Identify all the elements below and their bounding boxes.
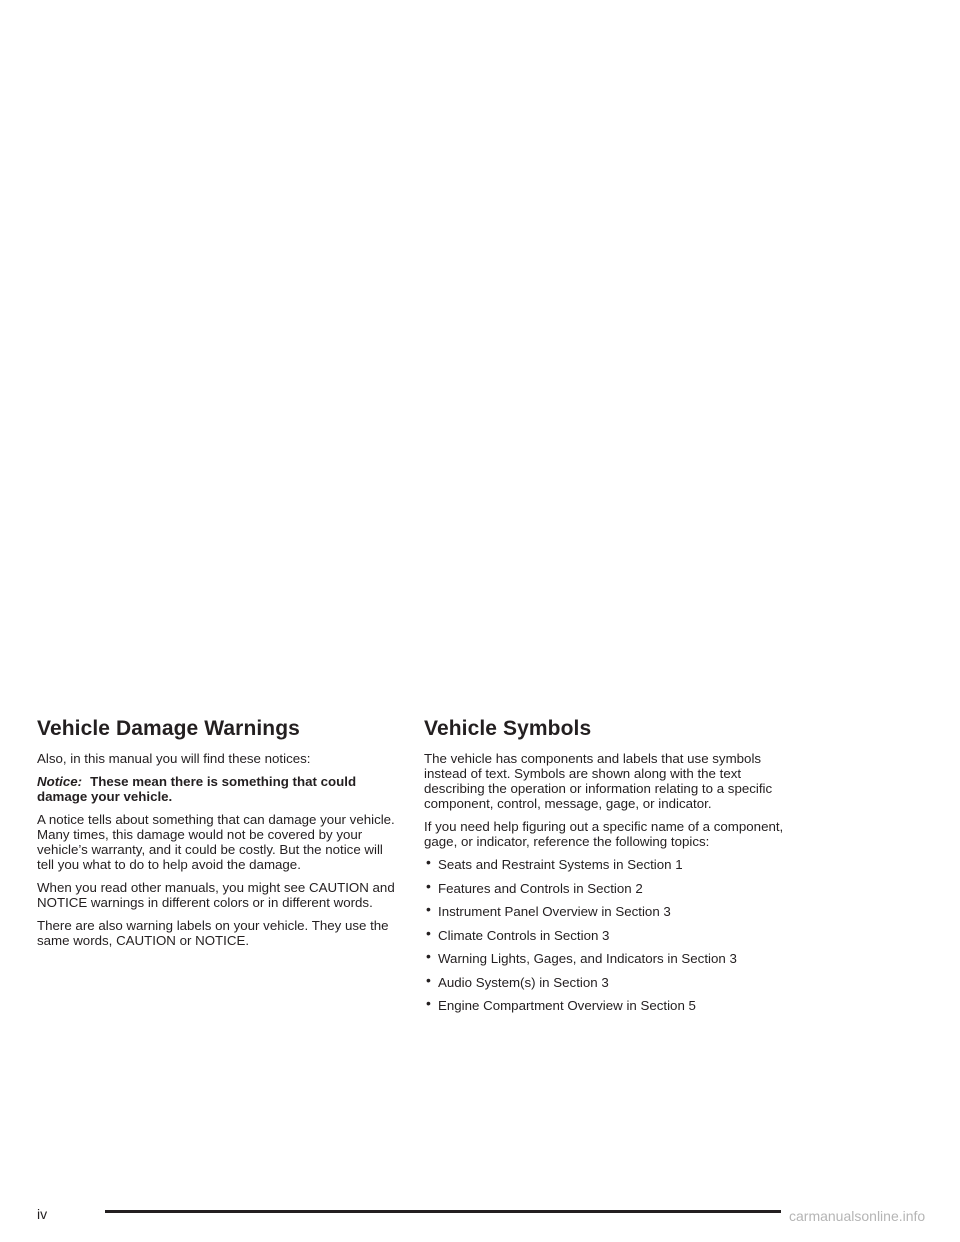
body-paragraph: The vehicle has components and labels that use symbols instead of text. Symbols are shown along with the text describing the operation or information relating to a specific component, control, message, gage, or indicator. xyxy=(424,751,773,811)
list-item xyxy=(424,971,794,991)
body-paragraph: There are also warning labels on your vehicle. They use the same words, CAUTION or NOTICE. xyxy=(37,918,389,948)
bullet-icon: • xyxy=(426,877,431,894)
topic-label: Warning Lights, Gages, and Indicators in Section 3 xyxy=(438,951,737,966)
page-number: iv xyxy=(37,1206,48,1222)
bullet-icon: • xyxy=(426,854,431,870)
vehicle-symbols-section xyxy=(424,716,794,1022)
list-item xyxy=(424,948,794,967)
list-item xyxy=(424,901,794,920)
section-heading: Vehicle Symbols xyxy=(424,717,592,740)
bullet-icon: • xyxy=(426,901,431,917)
list-item xyxy=(424,924,794,944)
section-heading: Vehicle Damage Warnings xyxy=(37,717,300,740)
bullet-icon: • xyxy=(426,948,431,964)
intro-paragraph: Also, in this manual you will find these notices: xyxy=(37,751,311,766)
list-item xyxy=(424,877,794,897)
topic-label: Features and Controls in Section 2 xyxy=(438,880,643,896)
list-item xyxy=(424,854,794,873)
bullet-icon: • xyxy=(426,924,431,941)
list-item xyxy=(424,995,794,1014)
topic-label: Engine Compartment Overview in Section 5 xyxy=(438,998,696,1013)
notice-paragraph xyxy=(37,774,397,804)
body-paragraph: If you need help figuring out a specific name of a component, gage, or indicator, reference the following topics: xyxy=(424,819,784,849)
bullet-icon: • xyxy=(426,995,431,1011)
body-paragraph: A notice tells about something that can damage your vehicle. Many times, this damage would not be covered by your vehicle’s warranty, and it could be costly. But the notice will tell you what to do to help avoid the damage. xyxy=(37,812,395,872)
topic-label: Climate Controls in Section 3 xyxy=(438,927,610,943)
vehicle-damage-warnings-section xyxy=(37,716,397,956)
topic-label: Seats and Restraint Systems in Section 1 xyxy=(438,857,683,872)
body-paragraph: When you read other manuals, you might see CAUTION and NOTICE warnings in different colors or in different words. xyxy=(37,880,395,910)
topic-label: Instrument Panel Overview in Section 3 xyxy=(438,904,671,919)
notice-text: These mean there is something that could damage your vehicle. xyxy=(37,774,357,804)
topic-label: Audio System(s) in Section 3 xyxy=(438,974,609,990)
notice-label: Notice: xyxy=(37,774,83,789)
topics-list xyxy=(424,854,794,1014)
site-watermark: carmanualsonline.info xyxy=(789,1208,926,1224)
bullet-icon: • xyxy=(426,971,431,988)
footer-divider xyxy=(105,1210,781,1213)
